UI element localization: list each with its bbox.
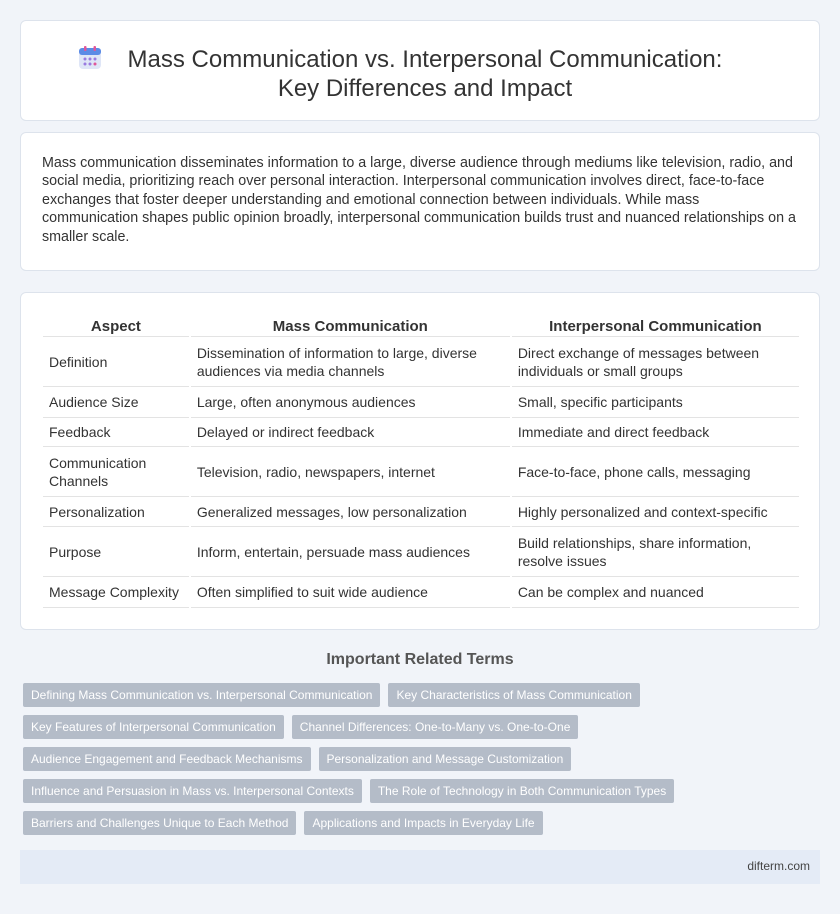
related-terms-list	[23, 683, 823, 843]
table-row	[43, 387, 799, 418]
table-cell: Definition	[43, 337, 189, 387]
table-cell: Face-to-face, phone calls, messaging	[512, 447, 799, 497]
title-card	[20, 20, 820, 121]
table-cell: Communication Channels	[43, 447, 189, 497]
table-cell: Feedback	[43, 418, 189, 447]
table-header-row	[43, 315, 799, 337]
related-term-link[interactable]: Audience Engagement and Feedback Mechanisms	[23, 747, 311, 771]
table-cell: Television, radio, newspapers, internet	[191, 447, 510, 497]
table-cell: Message Complexity	[43, 577, 189, 608]
table-row	[43, 447, 799, 497]
table-cell: Audience Size	[43, 387, 189, 418]
page-title: Mass Communication vs. Interpersonal Communication: Key Differences and Impact	[127, 46, 723, 102]
table-cell: Dissemination of information to large, diverse audiences via media channels	[191, 337, 510, 387]
table-cell: Purpose	[43, 527, 189, 577]
table-cell: Generalized messages, low personalization	[191, 497, 510, 527]
table-cell: Can be complex and nuanced	[512, 577, 799, 608]
table-row	[43, 337, 799, 387]
table-cell: Delayed or indirect feedback	[191, 418, 510, 447]
table-cell: Highly personalized and context-specific	[512, 497, 799, 527]
related-term-link[interactable]: Key Characteristics of Mass Communication	[388, 683, 639, 707]
intro-paragraph: Mass communication disseminates information to a large, diverse audience through mediums like television, radio, and social media, prioritizing reach over personal interaction. Interpersonal communication involves direct, face-to-face exchanges that foster deeper understanding and emotional connection between individuals. While mass communication shapes public opinion broadly, interpersonal communication builds trust and nuanced relationships on a smaller scale.	[42, 155, 796, 245]
table-row	[43, 577, 799, 608]
table-cell: Large, often anonymous audiences	[191, 387, 510, 418]
footer	[20, 850, 820, 884]
table-cell: Personalization	[43, 497, 189, 527]
related-term-link[interactable]: Personalization and Message Customization	[319, 747, 572, 771]
table-cell: Immediate and direct feedback	[512, 418, 799, 447]
table-cell: Often simplified to suit wide audience	[191, 577, 510, 608]
table-row	[43, 418, 799, 447]
intro-card	[20, 132, 820, 271]
related-terms-heading: Important Related Terms	[326, 651, 514, 668]
header-interpersonal-communication: Interpersonal Communication	[512, 315, 799, 337]
related-term-link[interactable]: Barriers and Challenges Unique to Each Method	[23, 811, 296, 835]
comparison-card	[20, 292, 820, 630]
related-term-link[interactable]: Key Features of Interpersonal Communication	[23, 715, 284, 739]
table-row	[43, 527, 799, 577]
related-term-link[interactable]: Channel Differences: One-to-Many vs. One-to-One	[292, 715, 579, 739]
header-mass-communication: Mass Communication	[191, 315, 510, 337]
header-aspect: Aspect	[43, 315, 189, 337]
table-cell: Small, specific participants	[512, 387, 799, 418]
related-term-link[interactable]: The Role of Technology in Both Communication Types	[370, 779, 674, 803]
table-row	[43, 497, 799, 527]
footer-site-name: difterm.com	[747, 859, 810, 873]
comparison-table	[41, 315, 801, 608]
table-cell: Direct exchange of messages between individuals or small groups	[512, 337, 799, 387]
related-term-link[interactable]: Defining Mass Communication vs. Interpersonal Communication	[23, 683, 380, 707]
table-cell: Inform, entertain, persuade mass audiences	[191, 527, 510, 577]
related-term-link[interactable]: Influence and Persuasion in Mass vs. Interpersonal Contexts	[23, 779, 362, 803]
table-cell: Build relationships, share information, resolve issues	[512, 527, 799, 577]
related-term-link[interactable]: Applications and Impacts in Everyday Life	[304, 811, 542, 835]
